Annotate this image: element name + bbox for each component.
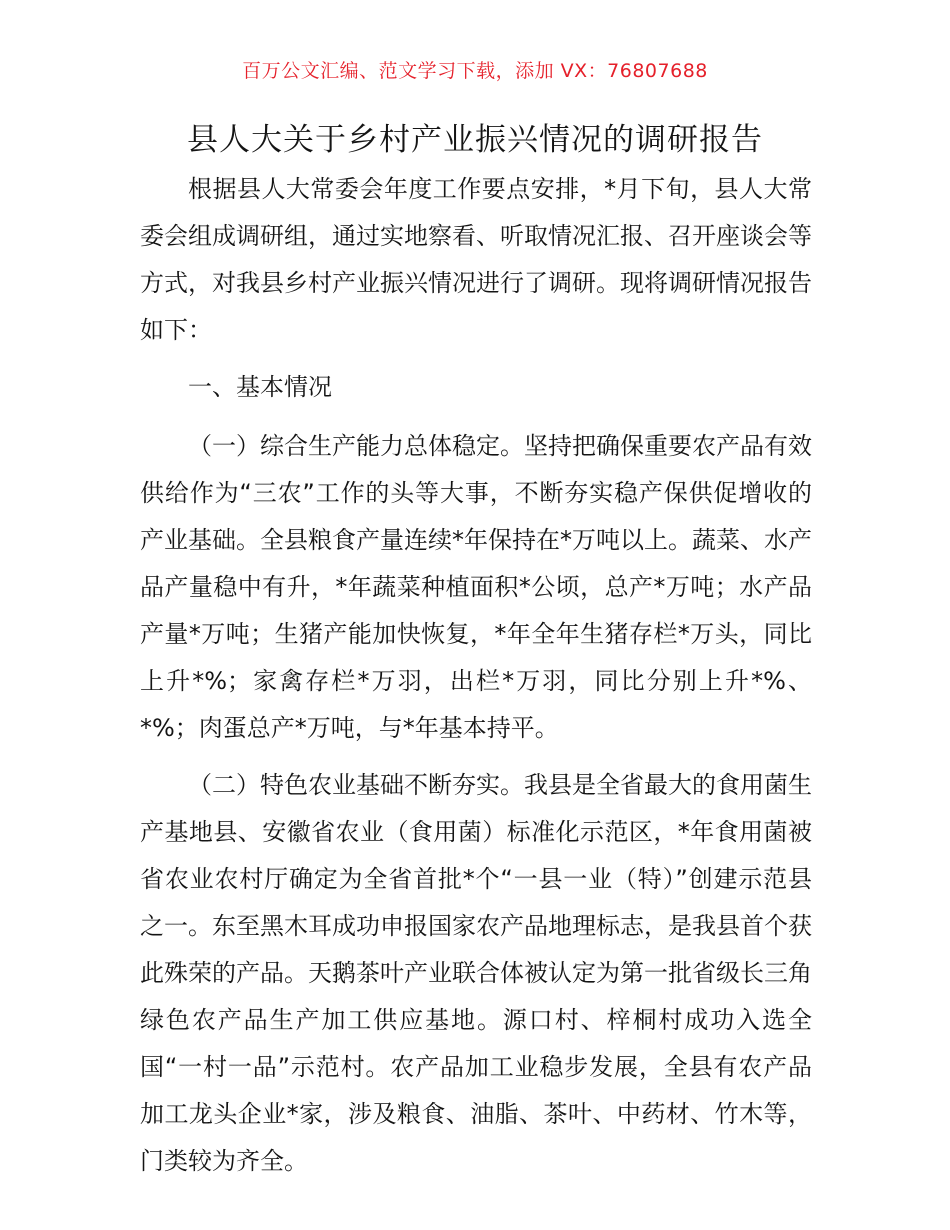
header-banner: 百万公文汇编、范文学习下载，添加 VX：76807688 — [242, 60, 708, 82]
document-title: 县人大关于乡村产业振兴情况的调研报告 — [187, 122, 763, 158]
paragraph-specialty-agriculture: （二）特色农业基础不断夯实。我县是全省最大的食用菌生产基地县、安徽省农业（食用菌）标准化示范区，*年食用菌被省农业农村厅确定为全省首批*个“一县一业（特）”创建示范县之一。东至黑木耳成功申报国家农产品地理标志，是我县首个获此殊荣的产品。天鹅茶叶产业联合体被认定为第一批省级长三角绿色农产品生产加工供应基地。源口村、梓桐村成功入选全国“一村一品”示范村。农产品加工业稳步发展，全县有农产品加工龙头企业*家，涉及粮食、油脂、茶叶、中药材、竹木等，门类较为齐全。 — [140, 771, 812, 1175]
paragraph-production-capacity: （一）综合生产能力总体稳定。坚持把确保重要农产品有效供给作为“三农”工作的头等大事，不断夯实稳产保供促增收的产业基础。全县粮食产量连续*年保持在*万吨以上。蔬菜、水产品产量稳中有升，*年蔬菜种植面积*公顷，总产*万吨；水产品产量*万吨；生猪产能加快恢复，*年全年生猪存栏*万头，同比上升*%；家禽存栏*万羽，出栏*万羽，同比分别上升*%、*%；肉蛋总产*万吨，与*年基本持平。 — [140, 432, 812, 742]
section-heading-basic-situation: 一、基本情况 — [188, 373, 332, 401]
intro-paragraph: 根据县人大常委会年度工作要点安排，*月下旬，县人大常委会组成调研组，通过实地察看、听取情况汇报、召开座谈会等方式，对我县乡村产业振兴情况进行了调研。现将调研情况报告如下： — [140, 175, 812, 344]
document-body — [140, 166, 812, 1195]
